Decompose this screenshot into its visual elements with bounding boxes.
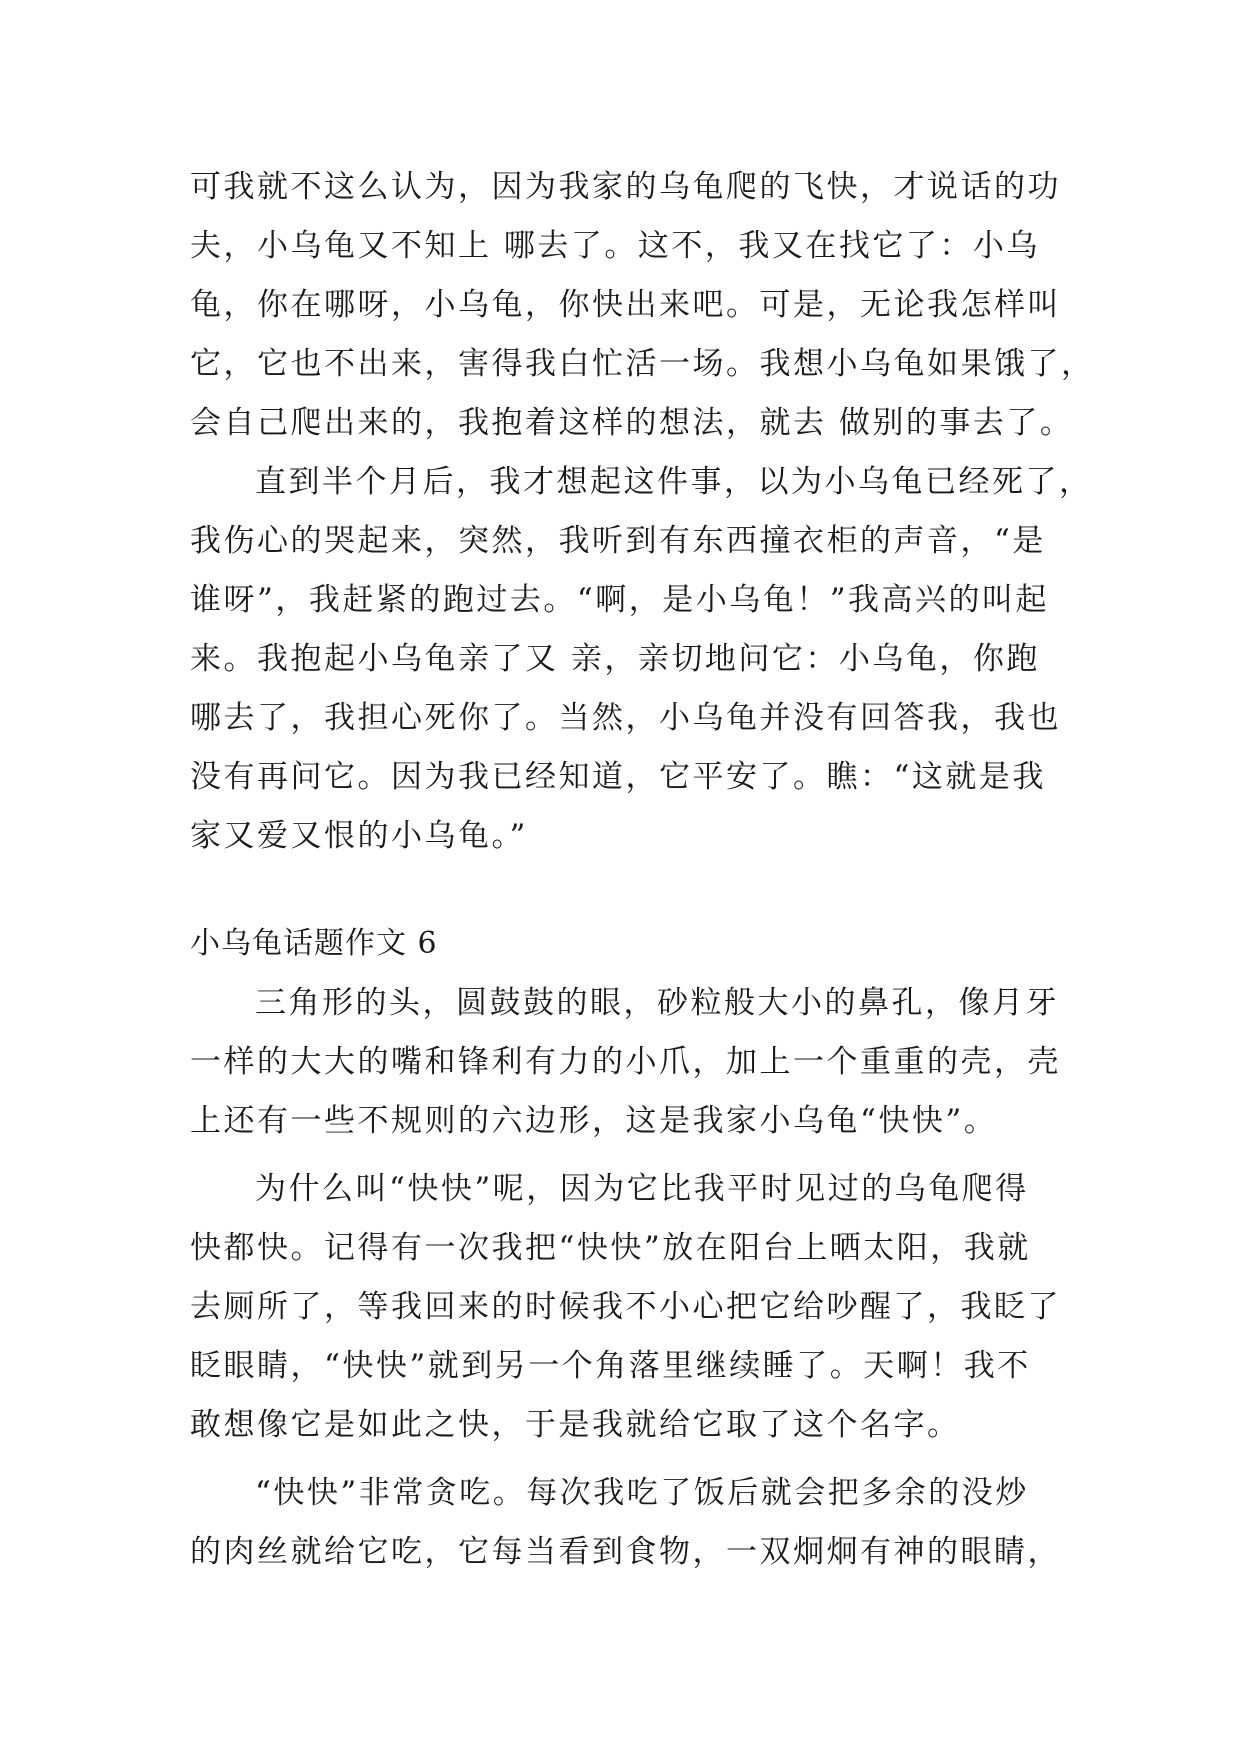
text-line: 上还有一些不规则的六边形，这是我家小乌龟“快快”。 bbox=[190, 1103, 998, 1139]
text-line: 哪去了，我担心死你了。当然，小乌龟并没有回答我，我也 bbox=[190, 700, 1061, 736]
text-line: 三角形的头，圆鼓鼓的眼，砂粒般大小的鼻孔，像月牙 bbox=[255, 985, 1059, 1021]
text-line: 它，它也不出来，害得我白忙活一场。我想小乌龟如果饿了， bbox=[190, 346, 1095, 382]
text-line: 我伤心的哭起来，突然，我听到有东西撞衣柜的声音，“是 bbox=[190, 523, 1046, 559]
text-line: 为什么叫“快快”呢，因为它比我平时见过的乌龟爬得 bbox=[255, 1171, 1029, 1207]
text-line: 去厕所了，等我回来的时候我不小心把它给吵醒了，我眨了 bbox=[190, 1289, 1061, 1325]
text-line: 可我就不这么认为，因为我家的乌龟爬的飞快，才说话的功 bbox=[190, 169, 1061, 205]
text-line: 直到半个月后，我才想起这件事，以为小乌龟已经死了， bbox=[255, 464, 1093, 500]
text-line: 来。我抱起小乌龟亲了又 亲，亲切地问它：小乌龟，你跑 bbox=[190, 641, 1040, 677]
text-line: 龟，你在哪呀，小乌龟，你快出来吧。可是，无论我怎样叫 bbox=[190, 287, 1061, 323]
text-line: 谁呀”，我赶紧的跑过去。“啊，是小乌龟！”我高兴的叫起 bbox=[190, 582, 1050, 618]
text-line: 一样的大大的嘴和锋利有力的小爪，加上一个重重的壳，壳 bbox=[190, 1044, 1061, 1080]
text-line: 敢想像它是如此之快，于是我就给它取了这个名字。 bbox=[190, 1407, 961, 1443]
text-line: “快快”非常贪吃。每次我吃了饭后就会把多余的没炒 bbox=[255, 1475, 1029, 1511]
text-line: 的肉丝就给它吃，它每当看到食物，一双炯炯有神的眼睛， bbox=[190, 1534, 1061, 1570]
section-heading: 小乌龟话题作文 6 bbox=[190, 926, 438, 961]
text-line: 会自己爬出来的，我抱着这样的想法，就去 做别的事去了。 bbox=[190, 405, 1074, 441]
text-line: 家又爱又恨的小乌龟。” bbox=[190, 818, 528, 854]
text-line: 眨眼睛，“快快”就到另一个角落里继续睡了。天啊！我不 bbox=[190, 1348, 1031, 1384]
text-line: 没有再问它。因为我已经知道，它平安了。瞧：“这就是我 bbox=[190, 759, 1046, 795]
text-line: 夫，小乌龟又不知上 哪去了。这不，我又在找它了：小乌 bbox=[190, 228, 1040, 264]
text-line: 快都快。记得有一次我把“快快”放在阳台上晒太阳，我就 bbox=[190, 1230, 1031, 1266]
